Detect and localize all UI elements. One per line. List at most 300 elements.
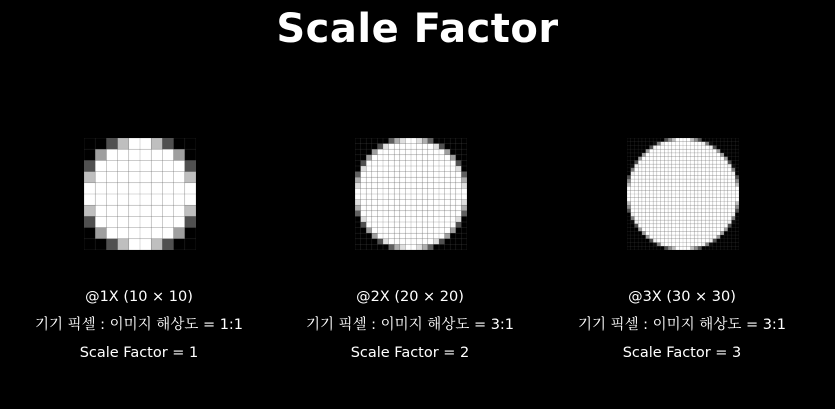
scale-factor-label: Scale Factor = 3 [622, 345, 742, 361]
pixel-cell [411, 228, 417, 234]
pixel-cell [724, 183, 728, 187]
pixel-cell [713, 175, 717, 179]
pixel-cell [724, 153, 728, 157]
pixel-cell [702, 179, 706, 183]
pixel-cell [732, 243, 736, 247]
pixel-cell [634, 205, 638, 209]
pixel-cell [394, 155, 400, 161]
pixel-cell [372, 211, 378, 217]
pixel-cell [698, 228, 702, 232]
pixel-cell [709, 205, 713, 209]
pixel-cell [400, 233, 406, 239]
pixel-cell [411, 205, 417, 211]
pixel-cell [646, 216, 650, 220]
pixel-cell [95, 205, 106, 216]
pixel-cell [627, 164, 631, 168]
pixel-cell [694, 183, 698, 187]
pixel-cell [709, 157, 713, 161]
pixel-cell [140, 228, 151, 239]
pixel-cell [717, 198, 721, 202]
pixel-cell [672, 205, 676, 209]
pixel-cell [140, 205, 151, 216]
pixel-cell [627, 168, 631, 172]
pixel-cell [383, 155, 389, 161]
pixel-cell [428, 233, 434, 239]
pixel-cell [676, 157, 680, 161]
pixelated-circle-icon [84, 138, 196, 250]
pixel-cell [649, 172, 653, 176]
pixel-cell [672, 179, 676, 183]
pixel-cell [705, 194, 709, 198]
pixel-cell [679, 175, 683, 179]
pixel-cell [657, 153, 661, 157]
pixel-cell [405, 177, 411, 183]
pixel-cell [694, 149, 698, 153]
pixel-cell [461, 149, 467, 155]
pixel-cell [649, 179, 653, 183]
pixel-cell [638, 246, 642, 250]
pixel-cell [676, 160, 680, 164]
pixel-cell [456, 183, 462, 189]
pixel-cell [690, 149, 694, 153]
pixel-cell [627, 175, 631, 179]
pixel-cell [653, 157, 657, 161]
pixel-cell [709, 175, 713, 179]
pixel-cell [646, 153, 650, 157]
pixel-cell [84, 172, 95, 183]
pixel-cell [638, 243, 642, 247]
pixel-cell [694, 172, 698, 176]
pixel-cell [366, 239, 372, 245]
pixel-cell [372, 160, 378, 166]
pixel-cell [657, 157, 661, 161]
pixel-cell [631, 201, 635, 205]
pixel-cell [668, 231, 672, 235]
pixel-cell [445, 144, 451, 150]
pixel-cell [690, 157, 694, 161]
pixel-cell [646, 187, 650, 191]
pixel-cell [676, 187, 680, 191]
pixel-cell [735, 228, 739, 232]
pixel-cell [439, 216, 445, 222]
pixel-cell [664, 142, 668, 146]
pixel-cell [642, 246, 646, 250]
pixel-cell [702, 145, 706, 149]
pixel-cell [461, 183, 467, 189]
pixel-cell [634, 224, 638, 228]
pixel-cell [724, 145, 728, 149]
pixel-cell [185, 228, 196, 239]
pixel-cell [702, 187, 706, 191]
pixel-cell [411, 211, 417, 217]
pixel-cell [683, 179, 687, 183]
pixel-cell [456, 205, 462, 211]
pixel-cell [732, 228, 736, 232]
pixel-cell [461, 222, 467, 228]
pixel-cell [735, 168, 739, 172]
pixel-cell [679, 224, 683, 228]
pixel-cell [627, 157, 631, 161]
pixel-cell [683, 205, 687, 209]
pixel-cell [705, 179, 709, 183]
pixel-cell [642, 235, 646, 239]
pixel-cell [724, 175, 728, 179]
pixel-cell [433, 233, 439, 239]
pixel-cell [389, 239, 395, 245]
pixel-cell [445, 205, 451, 211]
pixel-cell [642, 183, 646, 187]
pixel-cell [631, 231, 635, 235]
pixel-cell [372, 216, 378, 222]
pixel-cell [377, 172, 383, 178]
pixel-cell [705, 201, 709, 205]
pixel-cell [687, 183, 691, 187]
pixel-cell [698, 231, 702, 235]
pixel-cell [661, 246, 665, 250]
pixel-cell [162, 149, 173, 160]
pixel-cell [461, 177, 467, 183]
pixel-cell [377, 160, 383, 166]
pixel-cell [705, 183, 709, 187]
pixel-cell [724, 246, 728, 250]
pixel-cell [445, 172, 451, 178]
pixel-cell [687, 201, 691, 205]
pixel-cell [405, 228, 411, 234]
pixel-cell [638, 145, 642, 149]
pixel-cell [405, 149, 411, 155]
pixel-cell [631, 220, 635, 224]
pixel-cell [400, 183, 406, 189]
pixel-cell [456, 155, 462, 161]
pixel-cell [417, 194, 423, 200]
pixel-cell [713, 246, 717, 250]
pixel-cell [377, 200, 383, 206]
pixel-cell [687, 228, 691, 232]
pixel-cell [720, 239, 724, 243]
pixel-cell [694, 145, 698, 149]
pixel-cell [690, 187, 694, 191]
pixel-cell [646, 224, 650, 228]
pixel-cell [389, 244, 395, 250]
pixel-cell [372, 233, 378, 239]
pixel-cell [690, 190, 694, 194]
pixel-cell [383, 233, 389, 239]
pixel-cell [366, 200, 372, 206]
pixel-cell [672, 224, 676, 228]
pixel-cell [461, 239, 467, 245]
pixel-cell [672, 175, 676, 179]
pixel-cell [728, 213, 732, 217]
pixel-cell [694, 153, 698, 157]
pixel-cell [664, 183, 668, 187]
pixel-cell [709, 145, 713, 149]
pixel-cell [664, 194, 668, 198]
pixel-cell [642, 187, 646, 191]
pixel-cell [661, 228, 665, 232]
pixel-cell [627, 142, 631, 146]
pixel-cell [377, 166, 383, 172]
pixel-cell [709, 190, 713, 194]
pixel-cell [653, 179, 657, 183]
pixel-cell [439, 233, 445, 239]
pixel-cell [690, 209, 694, 213]
pixel-cell [461, 205, 467, 211]
pixel-cell [456, 200, 462, 206]
pixel-cell [642, 164, 646, 168]
pixel-cell [720, 190, 724, 194]
pixel-cell [705, 243, 709, 247]
pixel-cell [687, 142, 691, 146]
pixel-cell [649, 243, 653, 247]
pixel-cell [389, 177, 395, 183]
pixel-cell [672, 157, 676, 161]
pixel-cell [411, 166, 417, 172]
pixel-cell [735, 145, 739, 149]
pixel-cell [705, 187, 709, 191]
pixel-cell [724, 190, 728, 194]
pixel-cell [439, 239, 445, 245]
pixel-cell [445, 244, 451, 250]
pixel-cell [713, 213, 717, 217]
pixel-cell [687, 157, 691, 161]
pixel-cell [698, 175, 702, 179]
pixel-cell [724, 157, 728, 161]
pixel-cell [355, 155, 361, 161]
pixel-cell [735, 235, 739, 239]
pixel-cell [676, 243, 680, 247]
pixel-cell [668, 216, 672, 220]
pixel-cell [649, 239, 653, 243]
pixel-cell [394, 228, 400, 234]
pixel-cell [664, 138, 668, 142]
pixel-cell [151, 183, 162, 194]
pixel-cell [405, 166, 411, 172]
pixel-cell [679, 209, 683, 213]
pixel-cell [653, 246, 657, 250]
pixel-cell [372, 138, 378, 144]
pixel-cell [672, 235, 676, 239]
pixel-cell [638, 142, 642, 146]
pixel-cell [672, 153, 676, 157]
pixel-cell [687, 175, 691, 179]
pixel-cell [631, 235, 635, 239]
pixel-cell [690, 205, 694, 209]
pixel-cell [717, 145, 721, 149]
pixel-cell [428, 194, 434, 200]
pixel-cell [372, 144, 378, 150]
pixel-cell [450, 138, 456, 144]
pixel-cell [638, 164, 642, 168]
pixel-cell [668, 213, 672, 217]
pixel-cell [646, 201, 650, 205]
pixel-cell [702, 168, 706, 172]
pixel-cell [705, 209, 709, 213]
pixel-cell [698, 190, 702, 194]
pixel-cell [411, 194, 417, 200]
pixel-cell [627, 149, 631, 153]
pixel-cell [732, 138, 736, 142]
pixel-cell [361, 194, 367, 200]
pixel-cell [450, 183, 456, 189]
pixel-cell [461, 155, 467, 161]
pixel-cell [653, 138, 657, 142]
pixel-cell [84, 160, 95, 171]
pixel-cell [705, 142, 709, 146]
pixel-cell [672, 239, 676, 243]
pixel-cell [642, 216, 646, 220]
pixel-cell [631, 175, 635, 179]
pixel-cell [631, 138, 635, 142]
pixel-cell [638, 231, 642, 235]
pixel-cell [661, 172, 665, 176]
pixel-cell [717, 187, 721, 191]
pixel-cell [694, 187, 698, 191]
pixel-cell [439, 205, 445, 211]
pixel-cell [728, 216, 732, 220]
pixel-cell [366, 183, 372, 189]
pixel-cell [627, 153, 631, 157]
pixel-cell [456, 239, 462, 245]
pixel-cell [694, 216, 698, 220]
pixel-cell [676, 231, 680, 235]
pixel-cell [653, 160, 657, 164]
pixel-cell [377, 188, 383, 194]
pixel-cell [627, 228, 631, 232]
pixel-cell [634, 194, 638, 198]
pixel-cell [355, 177, 361, 183]
pixel-cell [417, 172, 423, 178]
pixel-cell [713, 235, 717, 239]
pixel-cell [627, 194, 631, 198]
pixel-cell [720, 198, 724, 202]
pixel-cell [690, 145, 694, 149]
pixel-cell [732, 160, 736, 164]
pixel-cell [717, 243, 721, 247]
pixel-cell [642, 172, 646, 176]
pixel-cell [372, 239, 378, 245]
pixel-cell [690, 235, 694, 239]
pixel-cell [366, 194, 372, 200]
pixel-cell [713, 149, 717, 153]
pixel-cell [634, 213, 638, 217]
pixel-cell [724, 194, 728, 198]
pixel-cell [713, 187, 717, 191]
pixel-cell [649, 198, 653, 202]
pixel-cell [661, 157, 665, 161]
pixel-cell [668, 224, 672, 228]
pixel-cell [461, 160, 467, 166]
pixel-cell [735, 216, 739, 220]
pixel-cell [653, 153, 657, 157]
pixel-cell [672, 145, 676, 149]
pixel-cell [118, 216, 129, 227]
pixel-cell [676, 205, 680, 209]
pixel-cell [717, 179, 721, 183]
pixel-cell [634, 209, 638, 213]
pixel-cell [389, 216, 395, 222]
pixel-cell [657, 246, 661, 250]
pixel-cell [642, 220, 646, 224]
pixel-cell [372, 149, 378, 155]
pixel-cell [461, 233, 467, 239]
pixel-cell [84, 216, 95, 227]
pixel-cell [676, 239, 680, 243]
pixel-cell [702, 175, 706, 179]
pixel-cell [735, 220, 739, 224]
pixel-cell [433, 216, 439, 222]
pixel-cell [417, 149, 423, 155]
pixel-cell [461, 166, 467, 172]
pixel-cell [735, 164, 739, 168]
pixel-cell [118, 228, 129, 239]
pixel-cell [694, 198, 698, 202]
pixel-cell [728, 142, 732, 146]
pixel-cell [724, 231, 728, 235]
pixel-cell [95, 228, 106, 239]
pixel-cell [631, 145, 635, 149]
pixel-cell [713, 160, 717, 164]
pixel-cell [702, 213, 706, 217]
pixel-cell [676, 179, 680, 183]
pixel-cell [728, 198, 732, 202]
pixel-cell [461, 144, 467, 150]
pixel-cell [450, 200, 456, 206]
pixel-cell [185, 216, 196, 227]
pixel-cell [705, 172, 709, 176]
pixel-cell [646, 243, 650, 247]
pixel-cell [720, 231, 724, 235]
pixel-cell [690, 216, 694, 220]
pixel-cell [653, 235, 657, 239]
pixel-cell [400, 155, 406, 161]
pixel-cell [702, 220, 706, 224]
pixel-cell [366, 233, 372, 239]
pixel-cell [698, 183, 702, 187]
pixel-cell [428, 222, 434, 228]
pixel-cell [657, 198, 661, 202]
pixel-cell [698, 187, 702, 191]
pixel-cell [713, 145, 717, 149]
pixel-cell [461, 228, 467, 234]
pixel-cell [631, 190, 635, 194]
pixel-cell [732, 179, 736, 183]
pixel-cell [366, 166, 372, 172]
pixel-cell [653, 243, 657, 247]
pixel-cell [705, 190, 709, 194]
pixel-cell [657, 231, 661, 235]
pixel-cell [649, 175, 653, 179]
pixel-cell [720, 243, 724, 247]
pixel-cell [713, 194, 717, 198]
pixel-cell [657, 216, 661, 220]
pixel-cell [717, 149, 721, 153]
pixel-cell [717, 194, 721, 198]
pixel-cell [366, 155, 372, 161]
pixel-cell [456, 160, 462, 166]
pixel-cell [709, 179, 713, 183]
pixel-cell [428, 160, 434, 166]
pixel-cell [720, 220, 724, 224]
pixel-cell [634, 187, 638, 191]
pixel-cell [687, 231, 691, 235]
pixel-cell [668, 209, 672, 213]
pixel-cell [638, 190, 642, 194]
pixel-cell [417, 188, 423, 194]
pixel-cell [450, 205, 456, 211]
pixel-cell [732, 194, 736, 198]
pixel-cell [649, 205, 653, 209]
pixel-cell [84, 228, 95, 239]
